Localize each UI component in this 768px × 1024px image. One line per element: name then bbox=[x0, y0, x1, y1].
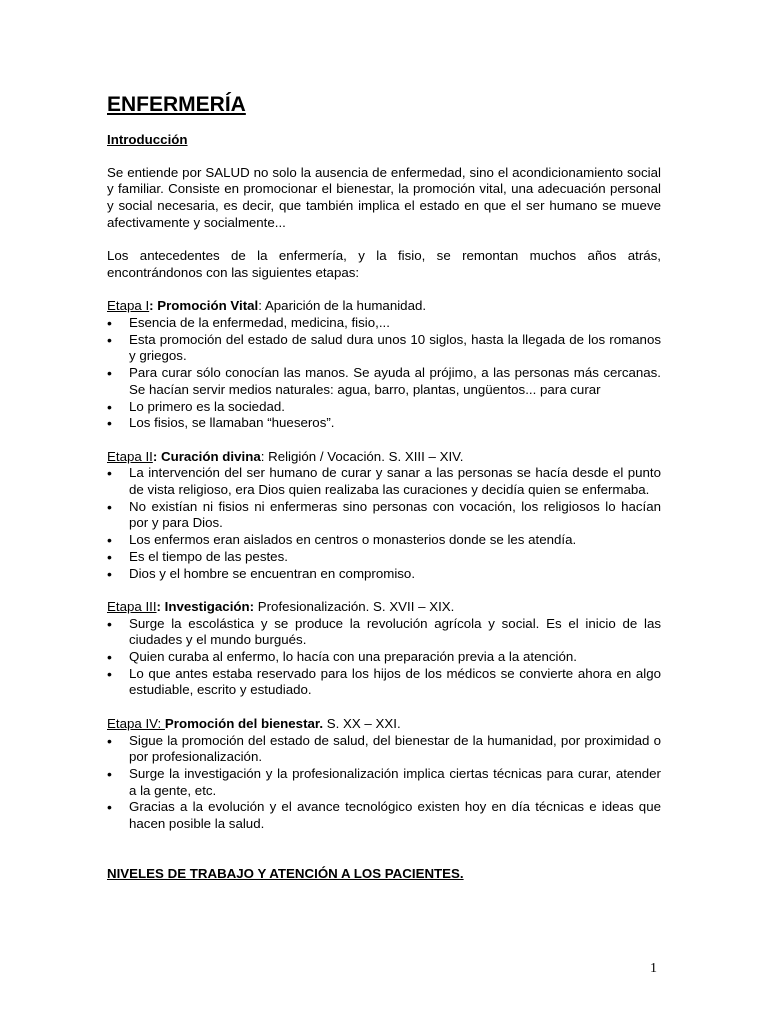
list-item: • Esta promoción del estado de salud dura unos 10 siglos, hasta la llegada de los romanos y griegos. bbox=[107, 332, 661, 365]
list-item: • Los enfermos eran aislados en centros o monasterios donde se les atendía. bbox=[107, 532, 661, 549]
list-item: • Quien curaba al enfermo, lo hacía con una preparación previa a la atención. bbox=[107, 649, 661, 666]
stage-2-desc: : Religión / Vocación. S. XIII – XIV. bbox=[260, 448, 464, 464]
stage-2-label: Etapa II bbox=[107, 448, 153, 464]
stage-1-heading bbox=[107, 298, 661, 315]
document-page bbox=[107, 92, 661, 882]
stage-4-label: Etapa IV: bbox=[107, 715, 165, 731]
stage-1-list bbox=[107, 315, 661, 432]
intro-heading: Introducción bbox=[107, 132, 188, 147]
stage-4-list bbox=[107, 733, 661, 833]
stage-1-label: Etapa I bbox=[107, 298, 150, 314]
stage-3-list bbox=[107, 616, 661, 700]
stage-4-desc: S. XX – XXI. bbox=[323, 715, 401, 731]
list-item: • Lo primero es la sociedad. bbox=[107, 399, 661, 416]
list-item: • Es el tiempo de las pestes. bbox=[107, 549, 661, 566]
intro-paragraph: Se entiende por SALUD no solo la ausencia de enfermedad, sino el acondicionamiento social y familiar. Consiste en promocionar el bienestar, la promoción vital, una adecuación personal y social necesaria, es decir, que también implica el estado en que el ser humano se mueve afectivamente y socialmente... bbox=[107, 164, 661, 230]
stage-3-heading bbox=[107, 599, 661, 616]
list-item: • Surge la investigación y la profesionalización implica ciertas técnicas para curar, atender a la gente, etc. bbox=[107, 766, 661, 799]
list-item: • Gracias a la evolución y el avance tecnológico existen hoy en día técnicas e ideas que hacen posible la salud. bbox=[107, 799, 661, 832]
list-item: • No existían ni fisios ni enfermeras sino personas con vocación, los religiosos lo hacían por y para Dios. bbox=[107, 499, 661, 532]
document-title: ENFERMERÍA bbox=[107, 93, 246, 116]
list-item: • Esencia de la enfermedad, medicina, fisio,... bbox=[107, 315, 661, 332]
page-number: 1 bbox=[650, 961, 657, 976]
stage-2-heading bbox=[107, 449, 661, 466]
stage-3-desc: Profesionalización. S. XVII – XIX. bbox=[254, 598, 455, 614]
list-item: • Sigue la promoción del estado de salud, del bienestar de la humanidad, por proximidad o por profesionalización. bbox=[107, 733, 661, 766]
stage-2-list bbox=[107, 465, 661, 582]
antecedents-paragraph: Los antecedentes de la enfermería, y la fisio, se remontan muchos años atrás, encontrándonos con las siguientes etapas: bbox=[107, 248, 661, 280]
section-title: NIVELES DE TRABAJO Y ATENCIÓN A LOS PACIENTES. bbox=[107, 865, 464, 881]
list-item: • Lo que antes estaba reservado para los hijos de los médicos se convierte ahora en algo estudiable, escrito y estudiado. bbox=[107, 666, 661, 699]
list-item: • Para curar sólo conocían las manos. Se ayuda al prójimo, a las personas más cercanas. Se hacían servir medios naturales: agua, barro, plantas, ungüentos... para curar bbox=[107, 365, 661, 398]
list-item: • Los fisios, se llamaban “hueseros”. bbox=[107, 415, 661, 432]
stage-2-name: : Curación divina bbox=[152, 448, 261, 464]
list-item: • La intervención del ser humano de curar y sanar a las personas se hacía desde el punto de vista religioso, era Dios quien realizaba las curaciones y decidía quien se enfermaba. bbox=[107, 465, 661, 498]
stage-1-desc: : Aparición de la humanidad. bbox=[258, 298, 427, 314]
stage-3-label: Etapa III bbox=[107, 598, 157, 614]
stage-3-name: : Investigación: bbox=[156, 598, 255, 614]
stage-4-heading bbox=[107, 716, 661, 733]
stage-4-name: Promoción del bienestar. bbox=[164, 715, 324, 731]
stage-1-name: : Promoción Vital bbox=[149, 298, 259, 314]
list-item: • Dios y el hombre se encuentran en compromiso. bbox=[107, 566, 661, 583]
list-item: • Surge la escolástica y se produce la revolución agrícola y social. Es el inicio de las ciudades y el mundo burgués. bbox=[107, 616, 661, 649]
